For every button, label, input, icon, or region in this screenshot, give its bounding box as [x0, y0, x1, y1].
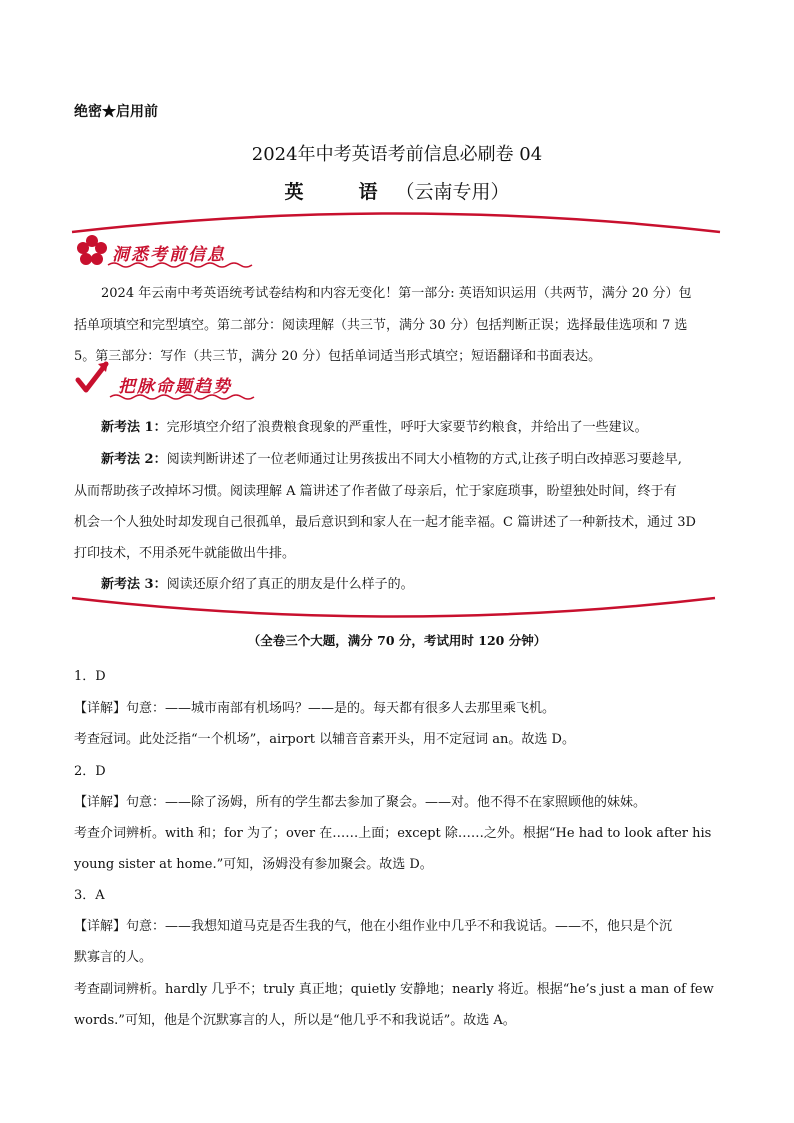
answer-3-number: 3．A	[74, 888, 105, 903]
answer-3-analysis-2: words.”可知，他是个沉默寡言的人，所以是“他几乎不和我说话”。故选 A。	[74, 1013, 516, 1028]
trend-item-1-label: 新考法 1：	[101, 420, 167, 435]
answer-3-analysis-1: 考查副词辨析。hardly 几乎不；truly 真正地；quietly 安静地；nearly 将近。根据“he’s just a man of few	[74, 982, 714, 997]
trend-item-2-line-2: 从而帮助孩子改掉坏习惯。阅读理解 A 篇讲述了作者做了母亲后，忙于家庭琐事，盼望独处时间，终于有	[74, 484, 677, 499]
info-section-heading: 洞悉考前信息	[112, 245, 226, 265]
page-title: 2024年中考英语考前信息必刷卷 04	[251, 144, 543, 165]
trend-item-3-text: 阅读还原介绍了真正的朋友是什么样子的。	[166, 577, 414, 592]
answer-2-analysis-1: 考查介词辨析。with 和；for 为了；over 在……上面；except 除……之外。根据“He had to look after his	[74, 826, 712, 841]
info-line-1: 2024 年云南中考英语统考试卷结构和内容无变化！第一部分: 英语知识运用（共两节，满分 20 分）包	[101, 286, 692, 301]
answer-2-analysis-2: young sister at home.”可知，汤姆没有参加聚会。故选 D。	[74, 857, 433, 872]
subject-label: 英 语	[284, 181, 396, 203]
trend-item-2-line-3: 机会一个人独处时却发现自己很孤单，最后意识到和家人在一起才能幸福。C 篇讲述了一种新技术，通过 3D	[74, 515, 696, 530]
bottom-arc	[72, 598, 715, 617]
answer-3-detail-1: 【详解】句意：——我想知道马克是否生我的气，他在小组作业中几乎不和我说话。——不，他只是个沉	[74, 919, 673, 934]
trend-item-3	[101, 573, 414, 592]
info-line-2: 括单项填空和完型填空。第二部分：阅读理解（共三节，满分 30 分）包括判断正误；选择最佳选项和 7 选	[74, 318, 688, 333]
answer-1-detail: 【详解】句意：——城市南部有机场吗？——是的。每天都有很多人去那里乘飞机。	[74, 701, 556, 716]
trend-item-2-label: 新考法 2：	[101, 452, 167, 467]
trend-item-3-label: 新考法 3：	[101, 577, 167, 592]
answer-2-detail: 【详解】句意：——除了汤姆，所有的学生都去参加了聚会。——对。他不得不在家照顾他的妹妹。	[74, 795, 647, 810]
answer-3-detail-2: 默寡言的人。	[74, 950, 153, 965]
trend-item-2-line-1: 阅读判断讲述了一位老师通过让男孩拔出不同大小植物的方式,让孩子明白改掉恶习要趁早,	[166, 452, 682, 467]
answer-2-number: 2．D	[74, 764, 106, 779]
trend-item-2-line-4: 打印技术，不用杀死牛就能做出牛排。	[74, 546, 296, 561]
checkmark-arrow-icon	[78, 362, 108, 390]
secret-label: 绝密★启用前	[74, 104, 158, 120]
info-line-3: 5。第三部分：写作（共三节，满分 20 分）包括单词适当形式填空；短语翻译和书面表达。	[74, 349, 602, 364]
answer-1-analysis: 考查冠词。此处泛指“一个机场”，airport 以辅音音素开头，用不定冠词 an。故选 D。	[74, 732, 575, 747]
top-arc	[72, 214, 720, 233]
subject-sub-label: （云南专用）	[395, 181, 510, 203]
trend-item-1	[101, 416, 648, 435]
exam-note: （全卷三个大题，满分 70 分，考试用时 120 分钟）	[247, 633, 547, 648]
trend-item-1-text: 完形填空介绍了浪费粮食现象的严重性，呼吁大家要节约粮食，并给出了一些建议。	[166, 420, 648, 435]
trend-item-2	[101, 448, 682, 467]
flower-icon	[77, 235, 107, 265]
trend-section-heading: 把脉命题趋势	[118, 377, 232, 397]
answer-1-number: 1．D	[74, 669, 106, 684]
